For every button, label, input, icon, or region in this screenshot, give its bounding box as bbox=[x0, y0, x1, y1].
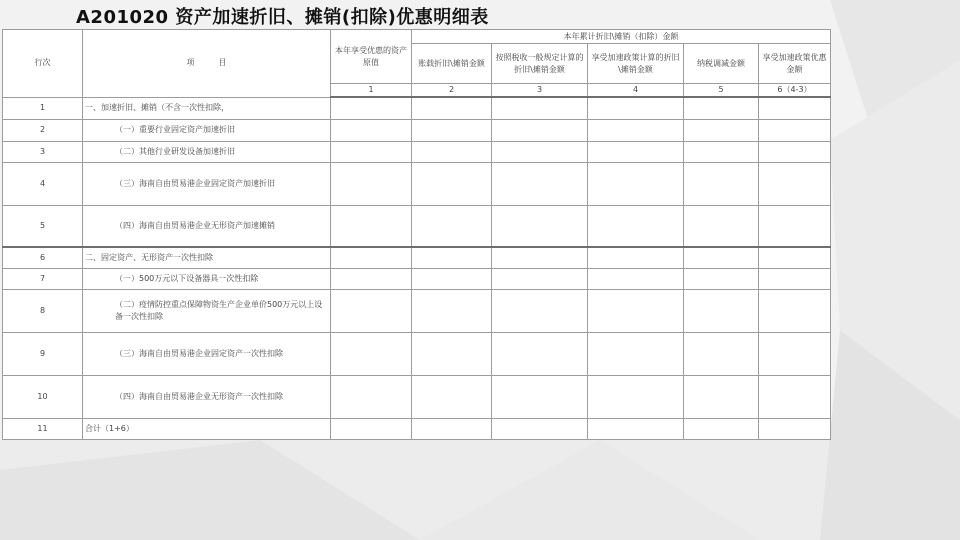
cell[interactable] bbox=[588, 375, 684, 418]
header-book-depreciation: 账载折旧\摊销金额 bbox=[412, 44, 492, 84]
header-preferential-amount: 享受加速政策优惠金额 bbox=[759, 44, 831, 84]
table-row bbox=[3, 162, 831, 205]
cell[interactable] bbox=[759, 332, 831, 375]
cell[interactable] bbox=[492, 247, 588, 268]
cell[interactable] bbox=[492, 162, 588, 205]
cell[interactable] bbox=[412, 418, 492, 439]
header-item: 项 目 bbox=[83, 30, 331, 98]
cell[interactable] bbox=[684, 162, 759, 205]
column-index: 1 bbox=[331, 84, 412, 98]
table-row bbox=[3, 418, 831, 439]
cell[interactable] bbox=[331, 375, 412, 418]
cell[interactable] bbox=[759, 375, 831, 418]
row-item: （四）海南自由贸易港企业无形资产一次性扣除 bbox=[83, 375, 331, 418]
cell[interactable] bbox=[412, 289, 492, 332]
row-number: 3 bbox=[3, 141, 83, 162]
cell[interactable] bbox=[331, 332, 412, 375]
table-row bbox=[3, 332, 831, 375]
header-tax-reduction: 纳税调减金额 bbox=[684, 44, 759, 84]
table-row bbox=[3, 375, 831, 418]
cell[interactable] bbox=[492, 205, 588, 247]
cell[interactable] bbox=[331, 119, 412, 141]
cell[interactable] bbox=[412, 332, 492, 375]
column-index: 5 bbox=[684, 84, 759, 98]
depreciation-detail-table bbox=[2, 29, 831, 440]
column-index: 2 bbox=[412, 84, 492, 98]
row-item: （三）海南自由贸易港企业固定资产加速折旧 bbox=[83, 162, 331, 205]
cell[interactable] bbox=[412, 268, 492, 289]
cell[interactable] bbox=[492, 97, 588, 119]
cell[interactable] bbox=[331, 268, 412, 289]
cell[interactable] bbox=[588, 141, 684, 162]
cell[interactable] bbox=[412, 247, 492, 268]
cell[interactable] bbox=[588, 162, 684, 205]
row-number: 4 bbox=[3, 162, 83, 205]
row-number: 10 bbox=[3, 375, 83, 418]
header-row-no: 行次 bbox=[3, 30, 83, 98]
table-row bbox=[3, 119, 831, 141]
cell[interactable] bbox=[588, 247, 684, 268]
table-row bbox=[3, 247, 831, 268]
cell[interactable] bbox=[588, 97, 684, 119]
cell[interactable] bbox=[412, 97, 492, 119]
cell[interactable] bbox=[492, 268, 588, 289]
table-row bbox=[3, 97, 831, 119]
row-number: 8 bbox=[3, 289, 83, 332]
cell[interactable] bbox=[331, 97, 412, 119]
row-item: 二、固定资产、无形资产一次性扣除 bbox=[83, 247, 331, 268]
cell[interactable] bbox=[588, 268, 684, 289]
cell[interactable] bbox=[412, 162, 492, 205]
cell[interactable] bbox=[684, 332, 759, 375]
cell[interactable] bbox=[331, 289, 412, 332]
row-number: 1 bbox=[3, 97, 83, 119]
cell[interactable] bbox=[412, 141, 492, 162]
row-number: 9 bbox=[3, 332, 83, 375]
row-number: 6 bbox=[3, 247, 83, 268]
cell[interactable] bbox=[331, 205, 412, 247]
cell[interactable] bbox=[684, 268, 759, 289]
row-item: （三）海南自由贸易港企业固定资产一次性扣除 bbox=[83, 332, 331, 375]
cell[interactable] bbox=[412, 119, 492, 141]
cell[interactable] bbox=[684, 418, 759, 439]
header-accelerated-depreciation: 享受加速政策计算的折旧\摊销金额 bbox=[588, 44, 684, 84]
row-item: 一、加速折旧、摊销（不含一次性扣除， bbox=[83, 97, 331, 119]
cell[interactable] bbox=[759, 418, 831, 439]
form-title: A201020 资产加速折旧、摊销(扣除)优惠明细表 bbox=[76, 7, 489, 28]
cell[interactable] bbox=[492, 119, 588, 141]
row-number: 5 bbox=[3, 205, 83, 247]
table-row bbox=[3, 268, 831, 289]
row-number: 11 bbox=[3, 418, 83, 439]
column-index: 4 bbox=[588, 84, 684, 98]
cell[interactable] bbox=[588, 119, 684, 141]
table-row bbox=[3, 141, 831, 162]
column-index: 6（4-3） bbox=[759, 84, 831, 98]
cell[interactable] bbox=[759, 205, 831, 247]
cell[interactable] bbox=[759, 141, 831, 162]
cell[interactable] bbox=[331, 141, 412, 162]
row-item: 合计（1+6） bbox=[83, 418, 331, 439]
cell[interactable] bbox=[492, 375, 588, 418]
row-number: 7 bbox=[3, 268, 83, 289]
row-number: 2 bbox=[3, 119, 83, 141]
row-item: （一）500万元以下设备器具一次性扣除 bbox=[83, 268, 331, 289]
cell[interactable] bbox=[331, 247, 412, 268]
cell[interactable] bbox=[331, 418, 412, 439]
cell[interactable] bbox=[492, 418, 588, 439]
cell[interactable] bbox=[759, 162, 831, 205]
cell[interactable] bbox=[759, 247, 831, 268]
cell[interactable] bbox=[588, 205, 684, 247]
cell[interactable] bbox=[684, 119, 759, 141]
cell[interactable] bbox=[588, 289, 684, 332]
cell[interactable] bbox=[684, 289, 759, 332]
cell[interactable] bbox=[684, 247, 759, 268]
cell[interactable] bbox=[588, 332, 684, 375]
header-tax-general-depreciation: 按照税收一般规定计算的折旧\摊销金额 bbox=[492, 44, 588, 84]
cell[interactable] bbox=[588, 418, 684, 439]
row-item: （二）其他行业研发设备加速折旧 bbox=[83, 141, 331, 162]
cell[interactable] bbox=[331, 162, 412, 205]
cell[interactable] bbox=[684, 141, 759, 162]
row-item: （二）疫情防控重点保障物资生产企业单价500万元以上设备一次性扣除 bbox=[83, 289, 331, 332]
cell[interactable] bbox=[759, 97, 831, 119]
row-item: （四）海南自由贸易港企业无形资产加速摊销 bbox=[83, 205, 331, 247]
cell[interactable] bbox=[492, 332, 588, 375]
table-row bbox=[3, 289, 831, 332]
cell[interactable] bbox=[759, 289, 831, 332]
cell[interactable] bbox=[492, 141, 588, 162]
header-original-value: 本年享受优惠的资产原值 bbox=[331, 30, 412, 84]
cell[interactable] bbox=[759, 268, 831, 289]
table-row bbox=[3, 205, 831, 247]
cell[interactable] bbox=[412, 205, 492, 247]
header-accumulated-group: 本年累计折旧\摊销（扣除）金额 bbox=[412, 30, 831, 44]
cell[interactable] bbox=[759, 119, 831, 141]
column-index: 3 bbox=[492, 84, 588, 98]
cell[interactable] bbox=[684, 97, 759, 119]
cell[interactable] bbox=[412, 375, 492, 418]
cell[interactable] bbox=[492, 289, 588, 332]
row-item: （一）重要行业固定资产加速折旧 bbox=[83, 119, 331, 141]
cell[interactable] bbox=[684, 375, 759, 418]
cell[interactable] bbox=[684, 205, 759, 247]
